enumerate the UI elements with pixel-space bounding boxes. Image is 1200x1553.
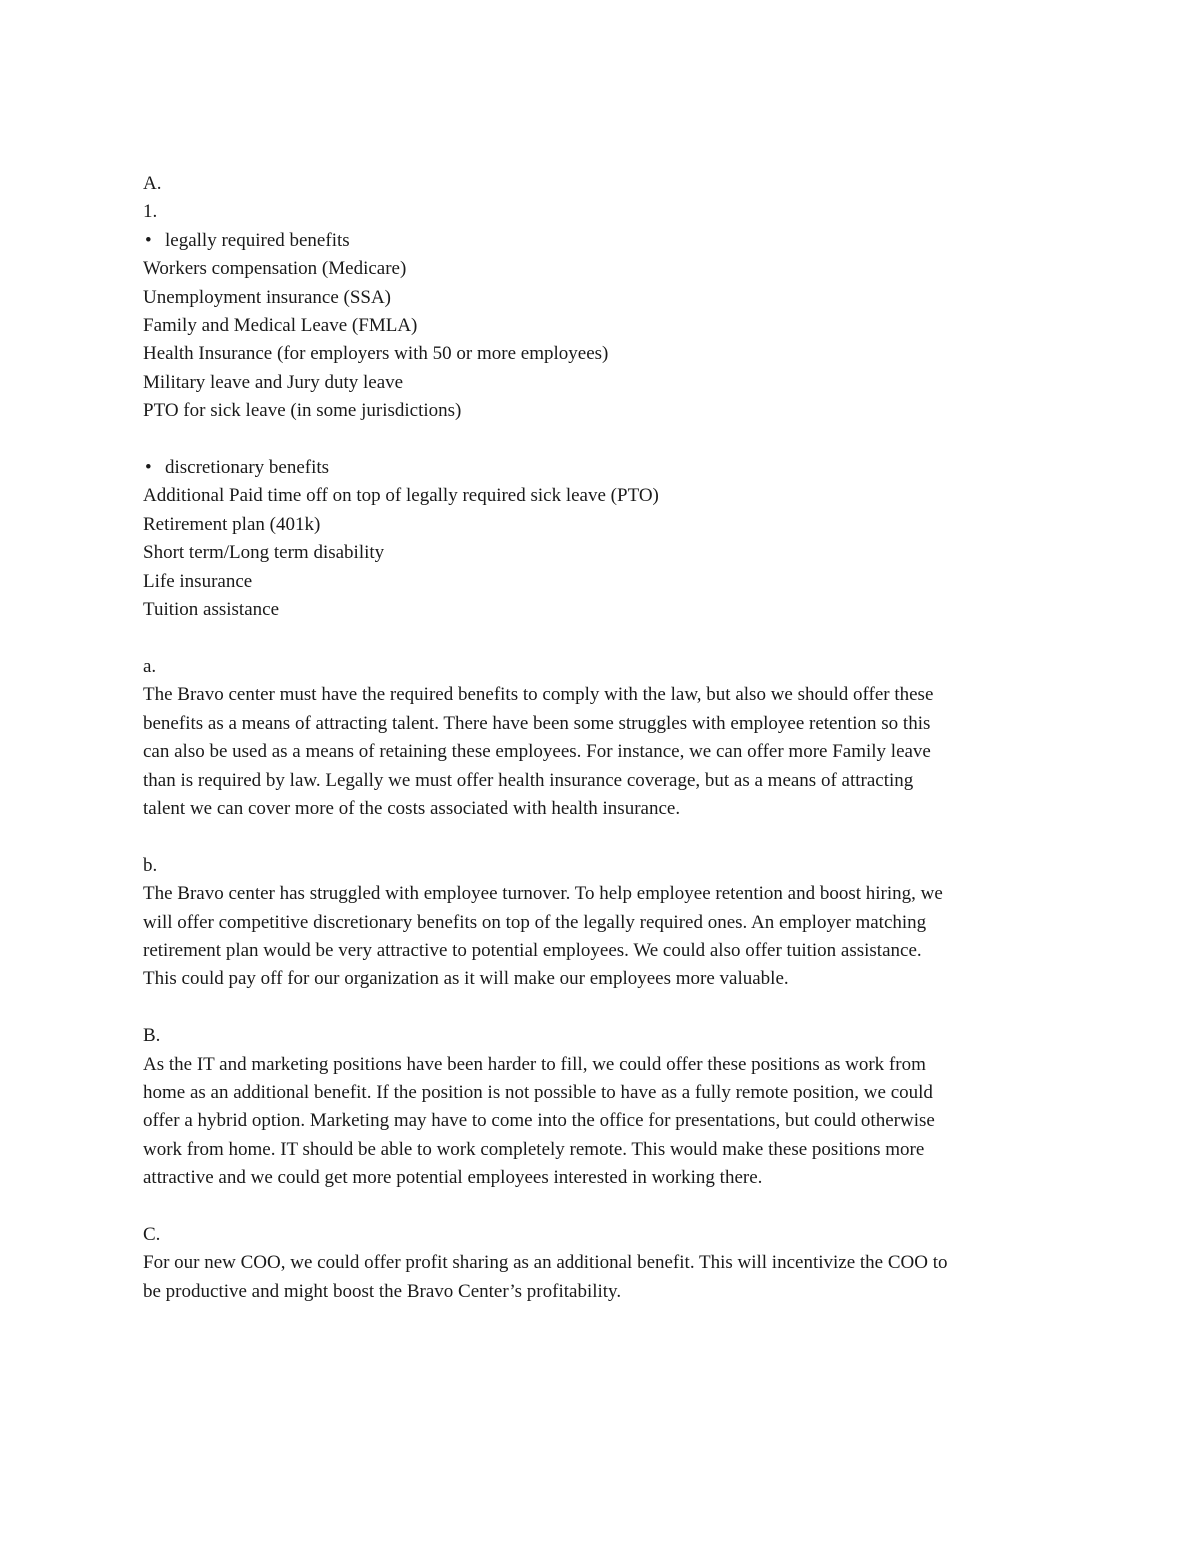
list-item: Additional Paid time off on top of legally required sick leave (PTO) bbox=[143, 485, 659, 507]
paragraph-line: The Bravo center has struggled with employee turnover. To help employee retention and boost hiring, we bbox=[143, 883, 943, 905]
paragraph-line: be productive and might boost the Bravo Center’s profitability. bbox=[143, 1280, 622, 1302]
list-item: Short term/Long term disability bbox=[143, 542, 385, 564]
bullet-icon: • bbox=[145, 457, 152, 479]
part-b-block bbox=[143, 852, 1063, 994]
paragraph-line: retirement plan would be very attractive to potential employees. We could also offer tuition assistance. bbox=[143, 939, 922, 961]
list-item: Tuition assistance bbox=[143, 599, 279, 621]
spacer bbox=[143, 624, 1063, 652]
legal-benefits-title: legally required benefits bbox=[165, 229, 350, 251]
paragraph-line: work from home. IT should be able to work completely remote. This would make these positions more bbox=[143, 1138, 925, 1160]
paragraph-line: The Bravo center must have the required benefits to comply with the law, but also we should offer these bbox=[143, 684, 934, 706]
paragraph-line: attractive and we could get more potential employees interested in working there. bbox=[143, 1167, 763, 1189]
paragraph-line: home as an additional benefit. If the position is not possible to have as a fully remote position, we could bbox=[143, 1081, 933, 1103]
list-item: Life insurance bbox=[143, 570, 253, 592]
legal-benefits-heading bbox=[143, 227, 1063, 255]
bullet-icon: • bbox=[145, 229, 152, 251]
section-a-heading: A. bbox=[143, 173, 162, 194]
paragraph-line: offer a hybrid option. Marketing may have to come into the office for presentations, but could otherwise bbox=[143, 1110, 935, 1132]
spacer bbox=[143, 1193, 1063, 1221]
spacer bbox=[143, 994, 1063, 1022]
section-b-heading: B. bbox=[143, 1025, 161, 1047]
list-item: Family and Medical Leave (FMLA) bbox=[143, 315, 418, 337]
discretionary-benefits-block bbox=[143, 454, 1063, 624]
list-item: Retirement plan (401k) bbox=[143, 513, 321, 535]
paragraph-line: This could pay off for our organization as it will make our employees more valuable. bbox=[143, 968, 789, 990]
list-item: Workers compensation (Medicare) bbox=[143, 258, 407, 280]
list-item: Health Insurance (for employers with 50 or more employees) bbox=[143, 343, 609, 365]
section-c-block bbox=[143, 1221, 1063, 1306]
spacer bbox=[143, 426, 1063, 454]
section-c-heading: C. bbox=[143, 1223, 161, 1245]
discretionary-benefits-heading bbox=[143, 454, 1063, 482]
paragraph-line: benefits as a means of attracting talent. There have been some struggles with employee retention so this bbox=[143, 712, 931, 734]
section-a-subheading: 1. bbox=[143, 201, 158, 223]
discretionary-benefits-title: discretionary benefits bbox=[165, 457, 330, 479]
legal-benefits-block bbox=[143, 227, 1063, 426]
spacer bbox=[143, 823, 1063, 851]
paragraph-line: can also be used as a means of retaining these employees. For instance, we can offer more Family leave bbox=[143, 741, 931, 763]
paragraph-line: As the IT and marketing positions have been harder to fill, we could offer these positions as work from bbox=[143, 1053, 926, 1075]
document-page bbox=[143, 170, 1063, 1306]
paragraph-line: will offer competitive discretionary benefits on top of the legally required ones. An employer matching bbox=[143, 911, 927, 933]
list-item: PTO for sick leave (in some jurisdictions) bbox=[143, 400, 462, 422]
part-a-block bbox=[143, 653, 1063, 823]
paragraph-line: For our new COO, we could offer profit sharing as an additional benefit. This will incentivize the COO to bbox=[143, 1252, 948, 1274]
list-item: Military leave and Jury duty leave bbox=[143, 371, 404, 393]
paragraph-line: talent we can cover more of the costs associated with health insurance. bbox=[143, 797, 681, 819]
list-item: Unemployment insurance (SSA) bbox=[143, 286, 392, 308]
part-a-label: a. bbox=[143, 655, 157, 677]
part-b-label: b. bbox=[143, 854, 158, 876]
paragraph-line: than is required by law. Legally we must offer health insurance coverage, but as a means of attracting bbox=[143, 769, 914, 791]
section-b-block bbox=[143, 1022, 1063, 1192]
